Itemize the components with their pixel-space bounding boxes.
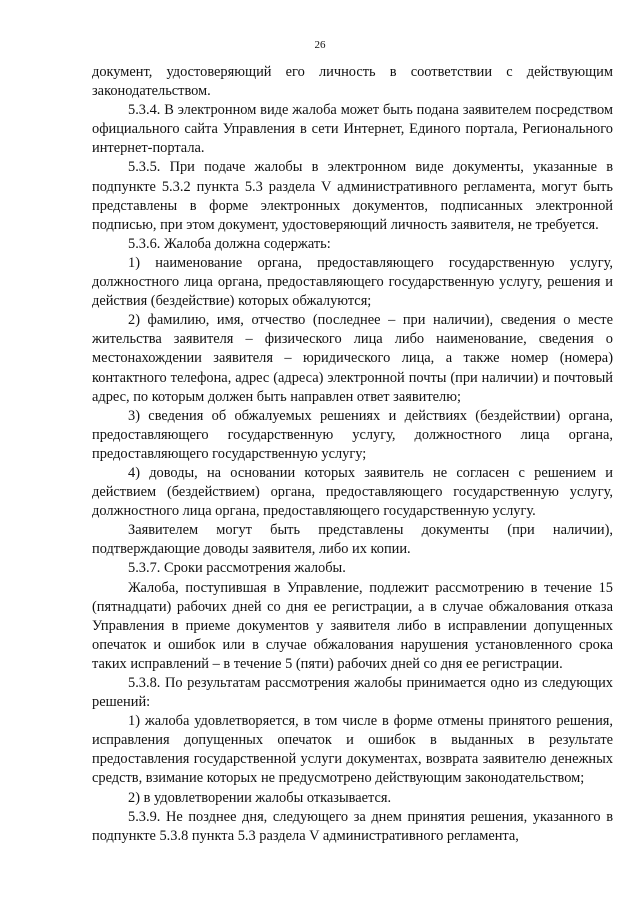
list-item-3: 3) сведения об обжалуемых решениях и действиях (бездействии) органа, предоставляющего государственную услугу, должностного лица органа, предоставляющего государственную услугу; xyxy=(92,407,613,462)
paragraph-5-3-5: 5.3.5. При подаче жалобы в электронном виде документы, указанные в подпункте 5.3.2 пункта 5.3 раздела V административного регламента, могут быть представлены в форме электронных документов, подписанных электронной подписью, при этом документ, удостоверяющий личность заявителя, не требуется. xyxy=(92,159,613,233)
list-item-4: 4) доводы, на основании которых заявитель не согласен с решением и действием (бездействием) органа, предоставляющего государственную услугу, должностного лица органа, предоставляющего государственную услугу. xyxy=(92,464,613,520)
list-item-2: 2) фамилию, имя, отчество (последнее – при наличии), сведения о месте жительства заявителя – физического лица либо наименование, сведения о местонахождении заявителя – юридического лица, а также номер (номера) контактного телефона, адрес (адреса) электронной почты (при наличии) и почтовый адрес, по которым должен быть направлен ответ заявителю; xyxy=(92,312,613,405)
decision-item-2: 2) в удовлетворении жалобы отказывается. xyxy=(128,789,392,806)
decision-item-1: 1) жалоба удовлетворяется, в том числе в форме отмены принятого решения, исправления допущенных опечаток и ошибок в выданных в результате предоставления государственной услуги документах, возврата заявителю денежных средств, взимание которых не предусмотрено действующим законодательством; xyxy=(92,713,613,787)
list-item-1: 1) наименование органа, предоставляющего государственную услугу, должностного лица органа, предоставляющего государственную услугу, решения и действия (бездействие) которых обжалуются; xyxy=(92,254,613,310)
paragraph-5-3-4: 5.3.4. В электронном виде жалоба может быть подана заявителем посредством официального сайта Управления в сети Интернет, Единого портала, Регионального интернет-портала. xyxy=(92,102,613,157)
paragraph-5-3-7: 5.3.7. Сроки рассмотрения жалобы. xyxy=(128,560,346,577)
paragraph-5-3-6: 5.3.6. Жалоба должна содержать: xyxy=(128,235,331,252)
paragraph-review-terms: Жалоба, поступившая в Управление, подлежит рассмотрению в течение 15 (пятнадцати) рабочих дней со дня ее регистрации, а в случае обжалования отказа Управления в приеме документов у заявителя либо в исправлении допущенных опечаток и ошибок или в случае обжалования нарушения установленного срока таких исправлений – в течение 5 (пяти) рабочих дней со дня ее регистрации. xyxy=(92,579,613,672)
paragraph-continuation: документ, удостоверяющий его личность в соответствии с действующим законодательством. xyxy=(92,64,613,100)
paragraph-5-3-8: 5.3.8. По результатам рассмотрения жалобы принимается одно из следующих решений: xyxy=(92,675,613,711)
document-body xyxy=(92,63,613,846)
paragraph-5-3-9: 5.3.9. Не позднее дня, следующего за днем принятия решения, указанного в подпункте 5.3.8 пункта 5.3 раздела V административного регламента, xyxy=(92,808,613,844)
paragraph-supporting-docs: Заявителем могут быть представлены документы (при наличии), подтверждающие доводы заявителя, либо их копии. xyxy=(92,522,613,558)
page-number: 26 xyxy=(314,39,326,51)
